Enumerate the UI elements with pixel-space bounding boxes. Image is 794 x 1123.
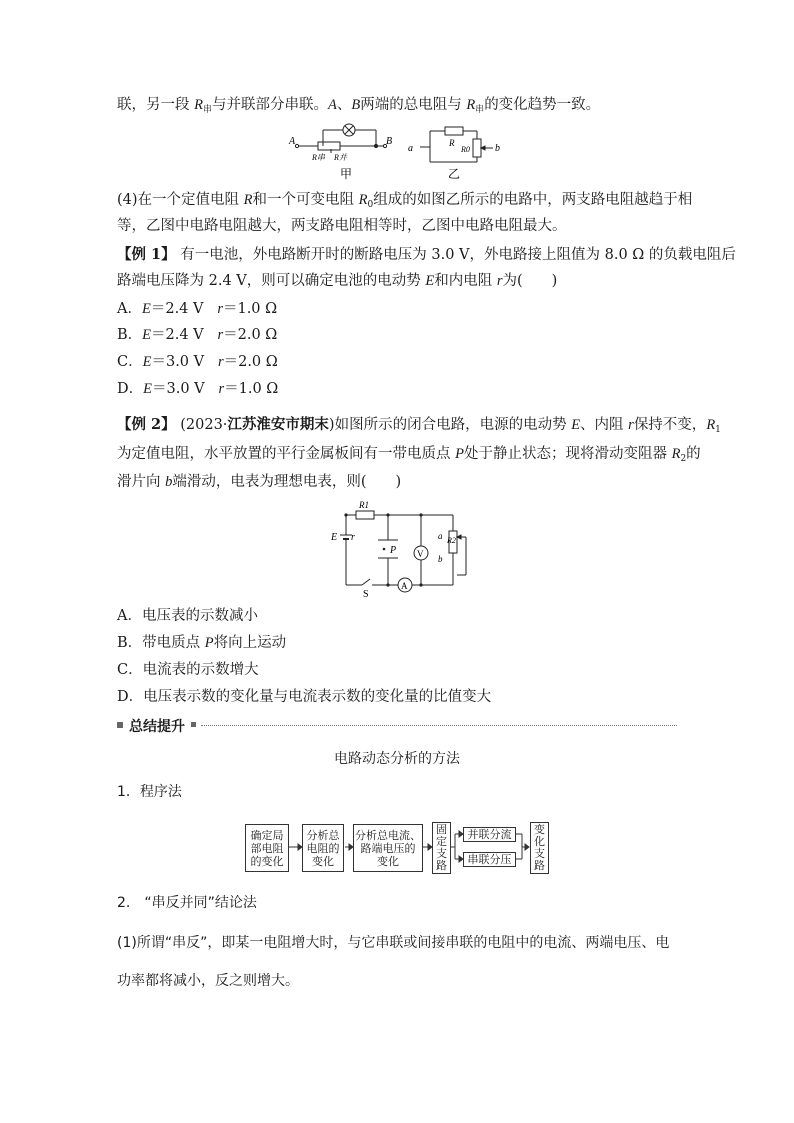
- subscript: 1: [715, 425, 721, 435]
- var-r: r: [218, 381, 225, 397]
- label-R2: R2: [447, 536, 456, 545]
- box-text: 路: [436, 859, 447, 872]
- box-text: 路端电压的: [360, 841, 416, 855]
- label-b: b: [495, 143, 500, 154]
- label-A: A: [401, 581, 408, 591]
- option-text: 电压表的示数减小: [141, 608, 258, 624]
- label-E: E: [331, 532, 338, 543]
- text: 等，乙图中电路电阻越大，两支路电阻相等时，乙图中电路电阻最大。: [117, 218, 567, 234]
- text: ＝2.0 Ω: [223, 354, 278, 370]
- label-V: V: [417, 549, 424, 559]
- label-R1: R1: [359, 500, 369, 510]
- text: ＝3.0 V: [152, 381, 205, 397]
- text: 联，另一段: [117, 97, 195, 113]
- text: (2023·: [180, 417, 228, 433]
- box-text: 电阻的: [306, 841, 340, 855]
- step1-heading: [117, 782, 182, 802]
- var-r: r: [217, 354, 224, 370]
- text: 、: [336, 97, 352, 113]
- subscript: 串: [202, 105, 212, 115]
- label-R0: R0: [461, 145, 470, 154]
- label-A: A: [289, 136, 296, 147]
- option-label: A．: [117, 608, 142, 624]
- bullet-square: [191, 722, 196, 727]
- example-tag: 【例 2】: [117, 416, 176, 433]
- text: 端滑动，电表为理想电表，则( ): [172, 474, 402, 490]
- step2-para-line1: [117, 933, 669, 953]
- para4-line1: [117, 190, 692, 215]
- caption-jia: 甲: [340, 167, 353, 181]
- divider: [201, 725, 677, 726]
- text: 有一电池，外电路断开时的断路电压为 3.0 V，外电路接上阻值为 8.0 Ω 的负载电阻后: [180, 247, 736, 263]
- option-label: C．: [117, 662, 143, 678]
- text: ＝1.0 Ω: [224, 381, 279, 397]
- var-R2: R: [671, 446, 681, 462]
- var-r: r: [628, 417, 634, 433]
- flow-box-series-voltage: [463, 852, 516, 867]
- text: 的变化趋势一致。: [484, 97, 601, 113]
- var-A: A: [327, 97, 337, 113]
- ex1-line2: [117, 271, 557, 291]
- ex1-option-d[interactable]: [117, 379, 278, 399]
- ex2-line2: [117, 444, 701, 469]
- box-text: 支: [436, 847, 447, 860]
- label-r: r: [351, 532, 355, 543]
- var-b: b: [165, 474, 173, 490]
- text: 保持不变，: [633, 417, 707, 433]
- label-S: S: [363, 589, 369, 599]
- flow-box-changing-branch: [530, 822, 549, 874]
- summary-section-bar: [117, 716, 677, 736]
- text: 组成的如图乙所示的电路中，两支路电阻越趋于相: [373, 192, 693, 208]
- option-label: D．: [117, 689, 144, 705]
- box-text: 部电阻: [250, 841, 284, 855]
- option-text: 电流表的示数增大: [142, 662, 259, 678]
- ex1-option-a[interactable]: [117, 299, 277, 319]
- box-text: 支: [534, 847, 545, 860]
- text: 2. “串反并同”结论法: [117, 895, 257, 911]
- ex2-option-d[interactable]: [117, 687, 491, 707]
- text: 的: [686, 446, 701, 462]
- box-text: 确定局: [250, 828, 284, 842]
- text: ＝2.4 V: [150, 301, 204, 317]
- text: 滑片向: [117, 474, 166, 490]
- option-text: 电压表示数的变化量与电流表示数的变化量的比值变大: [143, 689, 492, 705]
- figure-jia: [285, 122, 400, 184]
- subscript: 2: [680, 454, 687, 464]
- text: 和内电阻: [434, 273, 497, 289]
- text: ＝3.0 V: [151, 354, 205, 370]
- label-a: a: [408, 143, 413, 154]
- var-B: B: [351, 97, 361, 113]
- flow-box-parallel-current: [463, 827, 516, 842]
- flow-box-local-resistance: [245, 824, 289, 872]
- var-P: P: [455, 446, 464, 462]
- ex1-line1: [117, 245, 736, 265]
- option-label: C．: [117, 354, 143, 370]
- method-title: 电路动态分析的方法: [334, 751, 460, 767]
- box-text: 定: [436, 835, 447, 848]
- label-R: R: [449, 138, 455, 148]
- box-text: 的变化: [250, 854, 284, 868]
- label-b: b: [438, 554, 443, 564]
- text: 路端电压降为 2.4 V，则可以确定电池的电动势: [117, 273, 426, 289]
- label-r-bing: R并: [334, 153, 347, 162]
- text: 两端的总电阻与: [360, 97, 467, 113]
- var-R1: R: [706, 417, 716, 433]
- var-E: E: [142, 327, 152, 343]
- flow-box-total-resistance: [302, 824, 344, 872]
- text: 处于静止状态；现将滑动变阻器: [463, 446, 672, 462]
- box-text: 固: [436, 823, 447, 836]
- step2-para-line2: [117, 971, 299, 991]
- text: 和一个可变电阻: [252, 192, 359, 208]
- label-r-chuan: R串: [312, 153, 325, 162]
- ex2-line1: [117, 415, 721, 440]
- label-B: B: [386, 136, 393, 147]
- figure-yi: [400, 122, 510, 184]
- box-text: 并联分流: [467, 828, 512, 841]
- option-label: B．: [117, 635, 143, 651]
- box-text: 分析总: [306, 828, 340, 842]
- option-text: 将向上运动: [213, 635, 287, 651]
- box-text: 分析总电流、: [355, 828, 421, 842]
- var-R: R: [243, 192, 253, 208]
- text: (1)所谓“串反”，即某一电阻增大时，与它串联或间接串联的电阻中的电流、两端电压、电: [117, 935, 670, 951]
- flow-box-fixed-branch: [432, 822, 451, 874]
- box-text: 串联分压: [467, 853, 512, 866]
- circuit-diagram: [328, 497, 478, 599]
- ex2-option-a[interactable]: [117, 606, 258, 626]
- ex2-option-c[interactable]: [117, 660, 259, 680]
- var-r: r: [496, 273, 503, 289]
- summary-label: 总结提升: [129, 719, 185, 735]
- box-text: 路: [534, 859, 545, 872]
- var-R0: R: [358, 192, 368, 208]
- option-text: 带电质点: [142, 635, 205, 651]
- text: 为定值电阻，水平放置的平行金属板间有一带电质点: [117, 446, 456, 462]
- text: ＝1.0 Ω: [222, 301, 278, 317]
- text: 1．程序法: [117, 784, 182, 800]
- caption-yi: 乙: [448, 167, 461, 181]
- option-label: A．: [117, 301, 142, 317]
- bullet-square: [117, 722, 123, 728]
- example-tag: 【例 1】: [117, 246, 176, 263]
- subscript: 0: [367, 200, 374, 210]
- subscript: 串: [475, 105, 485, 115]
- flow-box-current-voltage: [353, 824, 423, 872]
- var-E: E: [571, 417, 581, 433]
- intro-line: [117, 95, 600, 120]
- var-E: E: [141, 301, 151, 317]
- option-label: B．: [117, 327, 143, 343]
- var-r: r: [217, 327, 224, 343]
- var-P: P: [204, 635, 214, 651]
- var-E: E: [425, 273, 435, 289]
- ex1-option-c[interactable]: [117, 352, 278, 372]
- text: 功率都将减小，反之则增大。: [117, 973, 299, 989]
- text: 、内阻: [580, 417, 629, 433]
- label-a: a: [438, 531, 443, 541]
- option-label: D．: [117, 381, 144, 397]
- step2-heading: [117, 893, 257, 913]
- label-P: P: [390, 545, 397, 556]
- ex1-option-b[interactable]: [117, 325, 277, 345]
- box-text: 化: [534, 835, 545, 848]
- ex2-option-b[interactable]: [117, 633, 286, 653]
- var-R: R: [466, 97, 476, 113]
- var-E: E: [143, 381, 152, 397]
- text: ＝2.0 Ω: [223, 327, 278, 343]
- var-r: r: [217, 301, 223, 317]
- para4-line2: [117, 216, 567, 236]
- ex2-line3: [117, 472, 401, 492]
- var-E: E: [142, 354, 152, 370]
- text: (4)在一个定值电阻: [117, 192, 244, 208]
- box-text: 变: [534, 823, 545, 836]
- text: )如图所示的闭合电路，电源的电动势: [328, 417, 572, 433]
- text: 为( ): [502, 273, 558, 289]
- var-R: R: [194, 97, 203, 113]
- text: 与并联部分串联。: [211, 97, 328, 113]
- box-text: 变化: [312, 854, 334, 868]
- text: ＝2.4 V: [151, 327, 204, 343]
- source: 江苏淮安市期末: [227, 416, 329, 433]
- box-text: 变化: [377, 854, 399, 868]
